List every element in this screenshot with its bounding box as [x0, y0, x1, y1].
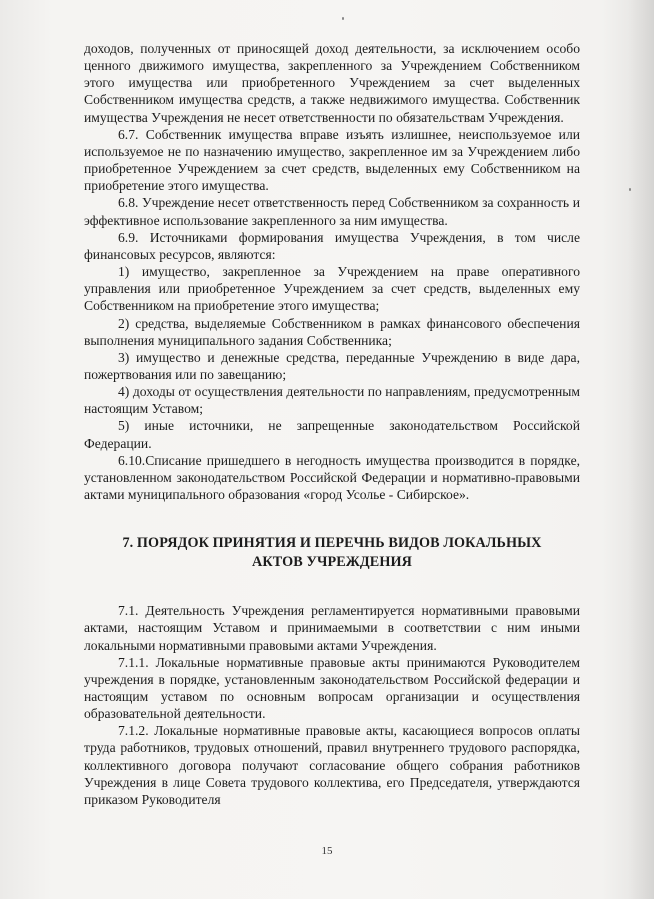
paragraph-7-1: 7.1. Деятельность Учреждения регламентируется нормативными правовыми актами, настоящим Уставом и принимаемыми в соответствии с ним иными локальными нормативными правовыми актами Учреждения. — [84, 603, 580, 653]
paragraph-6-9-2: 2) средства, выделяемые Собственником в рамках финансового обеспечения выполнения муниципального задания Собственника; — [84, 315, 580, 348]
section-7-heading — [84, 534, 580, 572]
scan-speck — [629, 188, 631, 191]
paragraph-7-1-1: 7.1.1. Локальные нормативные правовые акты принимаются Руководителем учреждения в порядке, установленным законодательством Российской федерации и настоящим уставом по основным вопросам организации и осуществления образовательной деятельности. — [84, 654, 580, 722]
paragraph-6-9-4: 4) доходы от осуществления деятельности по направлениям, предусмотренным настоящим Уставом; — [84, 384, 580, 417]
section-7-paragraphs — [84, 602, 580, 808]
paragraph-6-9: 6.9. Источниками формирования имущества Учреждения, в том числе финансовых ресурсов, являются: — [84, 229, 580, 262]
page-edge-shadow — [628, 0, 654, 899]
paragraph-6-9-3: 3) имущество и денежные средства, переданные Учреждению в виде дара, пожертвования или по завещанию; — [84, 349, 580, 382]
paragraph-6-7: 6.7. Собственник имущества вправе изъять излишнее, неиспользуемое или используемое не по назначению имущество, закрепленное им за Учреждением либо приобретенное Учреждением за счет средств, выделенных ему Собственником на приобретение этого имущества. — [84, 126, 580, 194]
paragraph-6-10: 6.10.Списание пришедшего в негодность имущества производится в порядке, установленном законодательством Российской Федерации и нормативно-правовыми актами муниципального образования «город Усолье - Сибирское». — [84, 452, 580, 503]
section-6-paragraphs — [84, 40, 580, 503]
paragraph-cont: доходов, полученных от приносящей доход деятельности, за исключением особо ценного движимого имущества, закрепленного за Учреждением Собственником этого имущества или приобретенного Учреждением за счет выделенных Собственником имущества средств, а также недвижимого имущества. Собственник имущества Учреждения не несет ответственности по обязательствам Учреждения. — [84, 41, 580, 125]
page-number: 15 — [321, 845, 333, 857]
paragraph-6-8: 6.8. Учреждение несет ответственность перед Собственником за сохранность и эффективное использование закрепленного за ним имущества. — [84, 195, 580, 228]
paragraph-6-9-1: 1) имущество, закрепленное за Учреждением на праве оперативного управления или приобретенное Учреждением за счет средств, выделенных ему Собственником на приобретение этого имущества; — [84, 264, 580, 314]
paragraph-7-1-2: 7.1.2. Локальные нормативные правовые акты, касающиеся вопросов оплаты труда работников, трудовых отношений, правил внутреннего трудового распорядка, коллективного договора получают согласование общего собрания работников Учреждения в лице Совета трудового коллектива, его Председателя, утверждаются приказом Руководителя — [84, 723, 580, 807]
paragraph-6-9-5: 5) иные источники, не запрещенные законодательством Российской Федерации. — [84, 418, 580, 451]
section-7-heading-line-1: 7. ПОРЯДОК ПРИНЯТИЯ И ПЕРЕЧНЬ ВИДОВ ЛОКАЛЬНЫХ — [122, 535, 542, 552]
section-7-heading-line-2: АКТОВ УЧРЕЖДЕНИЯ — [252, 554, 412, 571]
document-body — [84, 40, 580, 808]
scan-speck — [342, 17, 344, 20]
